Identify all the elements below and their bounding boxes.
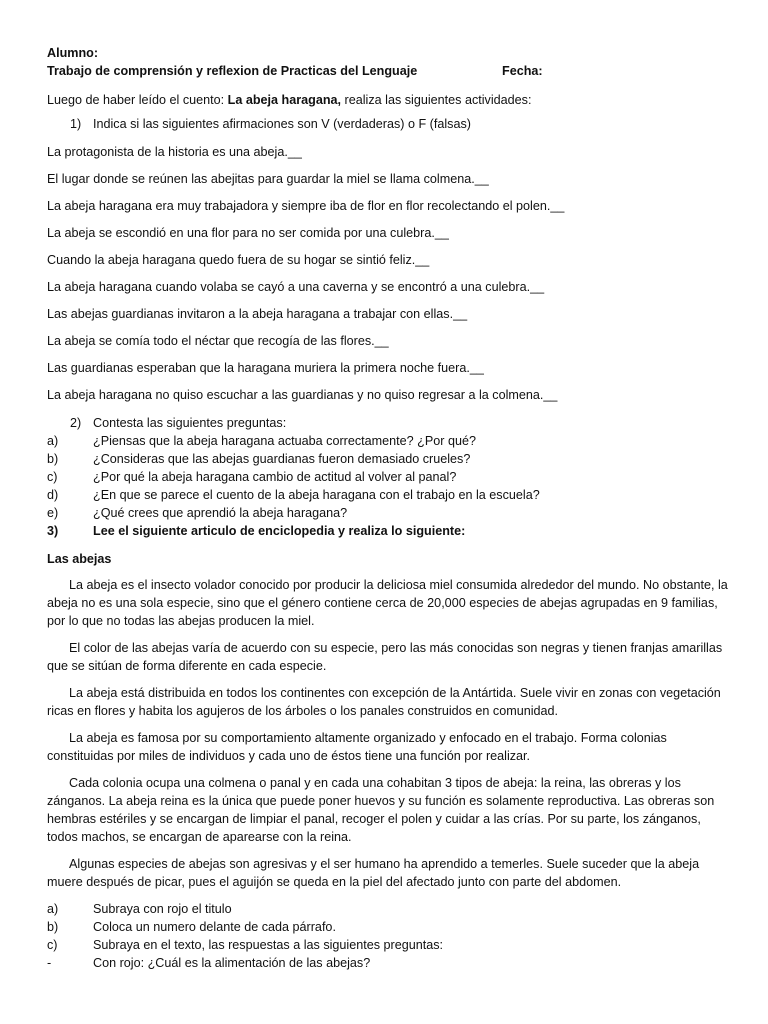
task-text: Coloca un numero delante de cada párrafo. bbox=[93, 920, 336, 934]
statement: La abeja se comía todo el néctar que recogía de las flores.__ bbox=[47, 334, 389, 348]
statement: La abeja haragana no quiso escuchar a las guardianas y no quiso regresar a la colmena.__ bbox=[47, 388, 558, 402]
question-marker: d) bbox=[47, 488, 59, 502]
date-label: Fecha: bbox=[502, 64, 543, 78]
section-3-instruction: Lee el siguiente articulo de enciclopedia y realiza lo siguiente: bbox=[93, 524, 466, 538]
question-text: ¿Piensas que la abeja haragana actuaba correctamente? ¿Por qué? bbox=[93, 434, 476, 448]
article-paragraph: Algunas especies de abejas son agresivas y el ser humano ha aprendido a temerles. Suele suceder que la abeja muere después de picar, pues el aguijón se queda en la piel del afectado junto con parte del abdomen. bbox=[47, 857, 700, 889]
statement: La abeja haragana cuando volaba se cayó a una caverna y se encontró a una culebra.__ bbox=[47, 280, 545, 294]
question-item bbox=[47, 450, 729, 468]
section-1-heading bbox=[47, 115, 729, 133]
task-marker: b) bbox=[47, 920, 59, 934]
article-body bbox=[47, 576, 729, 891]
section-3-number: 3) bbox=[47, 524, 59, 538]
question-item bbox=[47, 504, 729, 522]
article-paragraph: Cada colonia ocupa una colmena o panal y en cada una cohabitan 3 tipos de abeja: la reina, las obreras y los zánganos. La abeja reina es la única que puede poner huevos y su función es solamente reproductiva. Las obreras son hembras estériles y se encargan de limpiar el panal, recoger el polen y cuidar a las crías. Por su parte, los zánganos, todos machos, se encargan de aparearse con la reina. bbox=[47, 776, 715, 844]
task-text: Con rojo: ¿Cuál es la alimentación de las abejas? bbox=[93, 956, 371, 970]
article-paragraph: La abeja está distribuida en todos los continentes con excepción de la Antártida. Suele vivir en zonas con vegetación ricas en flores y habita los agujeros de los árboles o los panales construidos en comunidad. bbox=[47, 686, 721, 718]
task-item bbox=[47, 918, 729, 936]
question-text: ¿Por qué la abeja haragana cambio de actitud al volver al panal? bbox=[93, 470, 457, 484]
statement: La protagonista de la historia es una abeja.__ bbox=[47, 145, 302, 159]
story-title: La abeja haragana, bbox=[227, 93, 342, 107]
task-item bbox=[47, 936, 729, 954]
statement: La abeja se escondió en una flor para no ser comida por una culebra.__ bbox=[47, 226, 449, 240]
article-paragraph: La abeja es famosa por su comportamiento altamente organizado y enfocado en el trabajo. Forma colonias constituidas por miles de individuos y cada uno de éstos tiene una función por realizar. bbox=[47, 731, 667, 763]
question-text: ¿Consideras que las abejas guardianas fueron demasiado crueles? bbox=[93, 452, 471, 466]
statement: Las abejas guardianas invitaron a la abeja haragana a trabajar con ellas.__ bbox=[47, 307, 468, 321]
question-marker: c) bbox=[47, 470, 58, 484]
question-marker: a) bbox=[47, 434, 59, 448]
statement: Cuando la abeja haragana quedo fuera de su hogar se sintió feliz.__ bbox=[47, 253, 430, 267]
intro-suffix: realiza las siguientes actividades: bbox=[341, 93, 532, 107]
intro-prefix: Luego de haber leído el cuento: bbox=[47, 93, 228, 107]
article-title: Las abejas bbox=[47, 552, 112, 566]
task-marker: a) bbox=[47, 902, 59, 916]
section-1-number: 1) bbox=[70, 117, 82, 131]
intro-line bbox=[47, 91, 729, 109]
section-2-instruction: Contesta las siguientes preguntas: bbox=[93, 416, 287, 430]
question-item bbox=[47, 486, 729, 504]
task-list bbox=[47, 900, 729, 972]
section-2-number: 2) bbox=[70, 416, 82, 430]
worksheet-title: Trabajo de comprensión y reflexion de Practicas del Lenguaje bbox=[47, 64, 418, 78]
question-text: ¿Qué crees que aprendió la abeja haragana? bbox=[93, 506, 348, 520]
student-label: Alumno: bbox=[47, 46, 99, 60]
worksheet-header bbox=[47, 62, 729, 80]
worksheet-page bbox=[47, 44, 729, 972]
task-marker: c) bbox=[47, 938, 58, 952]
question-marker: b) bbox=[47, 452, 59, 466]
task-item bbox=[47, 900, 729, 918]
article-paragraph: El color de las abejas varía de acuerdo con su especie, pero las más conocidas son negras y tienen franjas amarillas que se sitúan de forma diferente en cada especie. bbox=[47, 641, 723, 673]
article-paragraph: La abeja es el insecto volador conocido por producir la deliciosa miel consumida alrededor del mundo. No obstante, la abeja no es una sola especie, sino que el género contiene cerca de 20,000 especies de abejas agrupadas en 9 familias, por lo que no todas las abejas producen la miel. bbox=[47, 578, 728, 628]
task-marker: - bbox=[47, 956, 52, 970]
question-marker: e) bbox=[47, 506, 59, 520]
task-text: Subraya con rojo el titulo bbox=[93, 902, 232, 916]
statement: La abeja haragana era muy trabajadora y siempre iba de flor en flor recolectando el polen.__ bbox=[47, 199, 565, 213]
question-item bbox=[47, 432, 729, 450]
statement: El lugar donde se reúnen las abejitas para guardar la miel se llama colmena.__ bbox=[47, 172, 489, 186]
section-1-instruction: Indica si las siguientes afirmaciones son V (verdaderas) o F (falsas) bbox=[93, 117, 471, 131]
task-text: Subraya en el texto, las respuestas a las siguientes preguntas: bbox=[93, 938, 444, 952]
section-3-heading bbox=[47, 522, 729, 540]
question-item bbox=[47, 468, 729, 486]
task-item bbox=[47, 954, 729, 972]
statement: Las guardianas esperaban que la haragana muriera la primera noche fuera.__ bbox=[47, 361, 484, 375]
section-2-heading bbox=[47, 414, 729, 432]
question-text: ¿En que se parece el cuento de la abeja haragana con el trabajo en la escuela? bbox=[93, 488, 540, 502]
